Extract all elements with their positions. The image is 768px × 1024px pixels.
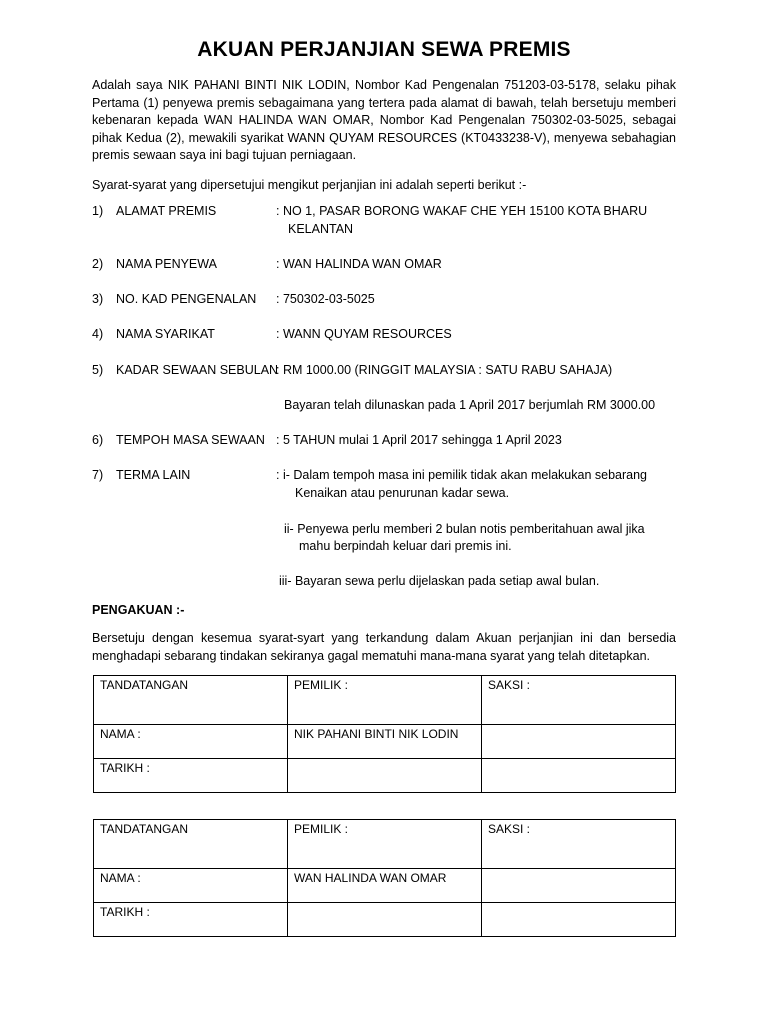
item-label: TERMA LAIN <box>116 468 191 482</box>
table-row <box>94 676 676 725</box>
item-label: ALAMAT PREMIS <box>116 204 217 218</box>
item-label: NAMA PENYEWA <box>116 257 217 271</box>
pemilik-signature-cell: PEMILIK : <box>288 676 482 725</box>
item-number: 5) <box>92 363 104 377</box>
document-title: AKUAN PERJANJIAN SEWA PREMIS <box>197 38 571 61</box>
table-row <box>94 903 676 937</box>
bayaran-note: Bayaran telah dilunaskan pada 1 April 2017 berjumlah RM 3000.00 <box>284 398 656 412</box>
pengakuan-heading: PENGAKUAN :- <box>92 603 185 617</box>
item-number: 2) <box>92 257 104 271</box>
item-number: 4) <box>92 327 104 341</box>
saksi-signature-cell: SAKSI : <box>482 820 676 869</box>
item-number: 7) <box>92 468 104 482</box>
term-item-tempoh <box>92 433 692 451</box>
nama-value: NIK PAHANI BINTI NIK LODIN <box>288 725 482 759</box>
term-item-syarikat <box>92 327 692 345</box>
table-row <box>94 759 676 793</box>
item-value: : WANN QUYAM RESOURCES <box>276 327 452 341</box>
term-item-alamat <box>92 204 692 236</box>
item-number: 1) <box>92 204 104 218</box>
nama-label: NAMA : <box>94 869 288 903</box>
terma-ii: ii- Penyewa perlu memberi 2 bulan notis pemberitahuan awal jika <box>284 522 645 536</box>
term-item-terma-lain <box>92 468 692 486</box>
item-label: NAMA SYARIKAT <box>116 327 215 341</box>
item-number: 3) <box>92 292 104 306</box>
item-value: : 5 TAHUN mulai 1 April 2017 sehingga 1 April 2023 <box>276 433 562 447</box>
signature-table-penyewa <box>93 819 676 937</box>
terma-iii: iii- Bayaran sewa perlu dijelaskan pada setiap awal bulan. <box>279 574 600 588</box>
item-value: : NO 1, PASAR BORONG WAKAF CHE YEH 15100 KOTA BHARU <box>276 204 648 218</box>
term-item-kadar-sewaan <box>92 363 692 381</box>
nama-label: NAMA : <box>94 725 288 759</box>
item-value: : WAN HALINDA WAN OMAR <box>276 257 442 271</box>
item-value: : RM 1000.00 (RINGGIT MALAYSIA : SATU RABU SAHAJA) <box>276 363 613 377</box>
item-label: NO. KAD PENGENALAN <box>116 292 257 306</box>
conditions-subheading: Syarat-syarat yang dipersetujui mengikut perjanjian ini adalah seperti berikut :- <box>92 178 527 192</box>
item-value-continuation: KELANTAN <box>288 222 354 236</box>
tarikh-label: TARIKH : <box>94 759 288 793</box>
terma-ii-continuation: mahu berpindah keluar dari premis ini. <box>299 539 512 553</box>
saksi-nama-cell <box>482 725 676 759</box>
table-row <box>94 820 676 869</box>
signature-table-pemilik <box>93 675 676 793</box>
item-value: : i- Dalam tempoh masa ini pemilik tidak akan melakukan sebarang <box>276 468 648 482</box>
intro-paragraph: Adalah saya NIK PAHANI BINTI NIK LODIN, Nombor Kad Pengenalan 751203-03-5178, selaku pihak Pertama (1) penyewa premis sebagaimana yang tertera pada alamat di bawah, telah bersetuju memberi kebenaran kepada WAN HALINDA WAN OMAR, Nombor Kad Pengenalan 750302-03-5025, sebagai pihak Kedua (2), mewakili syarikat WANN QUYAM RESOURCES (KT0433238-V), menyewa sebahagian premis sewaan saya ini bagi tujuan perniagaan. <box>92 78 676 162</box>
terma-i-continuation: Kenaikan atau penurunan kadar sewa. <box>295 486 510 500</box>
tarikh-pemilik-cell <box>288 759 482 793</box>
pengakuan-paragraph: Bersetuju dengan kesemua syarat-syart yang terkandung dalam Akuan perjanjian ini dan bersedia menghadapi sebarang tindakan sekiranya gagal mematuhi mana-mana syarat yang telah ditetapkan. <box>92 631 676 663</box>
term-item-kad-pengenalan <box>92 292 692 310</box>
item-label: TEMPOH MASA SEWAAN <box>116 433 265 447</box>
saksi-signature-cell: SAKSI : <box>482 676 676 725</box>
tarikh-pemilik-cell <box>288 903 482 937</box>
item-value: : 750302-03-5025 <box>276 292 375 306</box>
tarikh-saksi-cell <box>482 903 676 937</box>
pemilik-signature-cell: PEMILIK : <box>288 820 482 869</box>
saksi-nama-cell <box>482 869 676 903</box>
item-label: KADAR SEWAAN SEBULAN <box>116 363 279 377</box>
item-number: 6) <box>92 433 104 447</box>
tarikh-saksi-cell <box>482 759 676 793</box>
term-item-penyewa <box>92 257 692 275</box>
nama-value: WAN HALINDA WAN OMAR <box>288 869 482 903</box>
tandatangan-label: TANDATANGAN <box>94 820 288 869</box>
tarikh-label: TARIKH : <box>94 903 288 937</box>
table-row <box>94 869 676 903</box>
tandatangan-label: TANDATANGAN <box>94 676 288 725</box>
table-row <box>94 725 676 759</box>
